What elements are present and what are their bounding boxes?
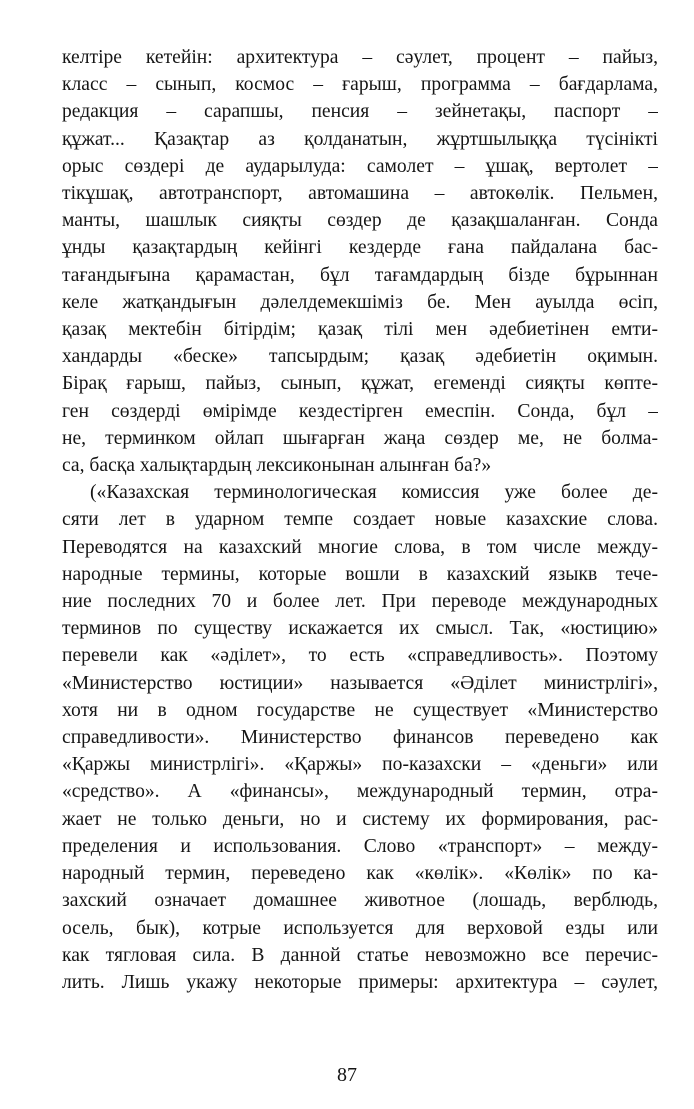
text-line: тағандығына қарамастан, бұл тағамдардың бізде бұрыннан (62, 264, 658, 286)
text-line: «средство». А «финансы», международный термин, отра- (62, 781, 658, 803)
text-line: келе жатқандығын дәлелдемекшіміз бе. Мен ауылда өсіп, (62, 291, 658, 313)
text-line: как тягловая сила. В данной статье невозможно все перечис- (62, 944, 658, 966)
text-line: класс – сынып, космос – ғарыш, программа – бағдарлама, (62, 74, 658, 96)
text-line: жает не только деньги, но и систему их формирования, рас- (62, 808, 658, 830)
text-line: терминов по существу искажается их смысл. Так, «юстицию» (62, 618, 658, 640)
text-line: захский означает домашнее животное (лошадь, верблюдь, (62, 890, 658, 912)
text-line: манты, шашлык сияқты сөздер де қазақшаланған. Сонда (62, 210, 658, 232)
text-line: справедливости». Министерство финансов переведено как (62, 727, 658, 749)
text-line: («Казахская терминологическая комиссия уже более де- (90, 482, 658, 504)
text-line: ұнды қазақтардың кейінгі кездерде ғана пайдалана бас- (62, 237, 658, 259)
text-line: құжат... Қазақтар аз қолданатын, жұртшылыққа түсінікті (62, 128, 658, 150)
text-line: не, терминком ойлап шығарған жаңа сөздер ме, не болма- (62, 427, 658, 449)
paragraph-russian (62, 479, 658, 996)
text-line: хандарды «беске» тапсырдым; қазақ әдебиетін оқимын. (62, 346, 658, 368)
text-line: Бірақ ғарыш, пайыз, сынып, құжат, егеменді сияқты көпте- (62, 373, 658, 395)
text-line: редакция – сарапшы, пенсия – зейнетақы, паспорт – (62, 101, 658, 123)
text-line: перевели как «әділет», то есть «справедливость». Поэтому (62, 645, 658, 667)
paragraph-kazakh (62, 44, 658, 479)
text-line: тікұшақ, автотранспорт, автомашина – автокөлік. Пельмен, (62, 183, 658, 205)
text-line: осель, бык), котрые используется для верховой езды или (62, 917, 658, 939)
text-line: лить. Лишь укажу некоторые примеры: архитектура – сәулет, (62, 971, 658, 993)
text-line: «Қаржы министрлігі». «Қаржы» по-казахски – «деньги» или (62, 754, 658, 776)
text-line: «Министерство юстиции» называется «Әділет министрлігі», (62, 672, 658, 694)
text-line: қазақ мектебін бітірдім; қазақ тілі мен әдебиетінен емти- (62, 319, 658, 341)
text-line: ген сөздерді өмірімде кездестірген емеспін. Сонда, бұл – (62, 400, 658, 422)
page-number: 87 (337, 1064, 357, 1086)
text-line: келтіре кетейін: архитектура – сәулет, процент – пайыз, (62, 47, 658, 68)
text-line: сяти лет в ударном темпе создает новые казахские слова. (62, 509, 658, 531)
text-line: ние последних 70 и более лет. При переводе международных (62, 591, 658, 613)
text-line: хотя ни в одном государстве не существует «Министерство (62, 699, 658, 721)
page-body-text (62, 44, 658, 996)
text-line: Переводятся на казахский многие слова, в том числе между- (62, 536, 658, 558)
text-line: са, басқа халықтардың лексиконынан алынған ба?» (62, 455, 492, 477)
text-line: орыс сөздері де аударылуда: самолет – ұшақ, вертолет – (62, 155, 658, 177)
text-line: пределения и использования. Слово «транспорт» – между- (62, 835, 658, 857)
text-line: народные термины, которые вошли в казахский языкв тече- (62, 563, 658, 585)
text-line: народный термин, переведено как «көлік». «Көлік» по ка- (62, 863, 658, 885)
